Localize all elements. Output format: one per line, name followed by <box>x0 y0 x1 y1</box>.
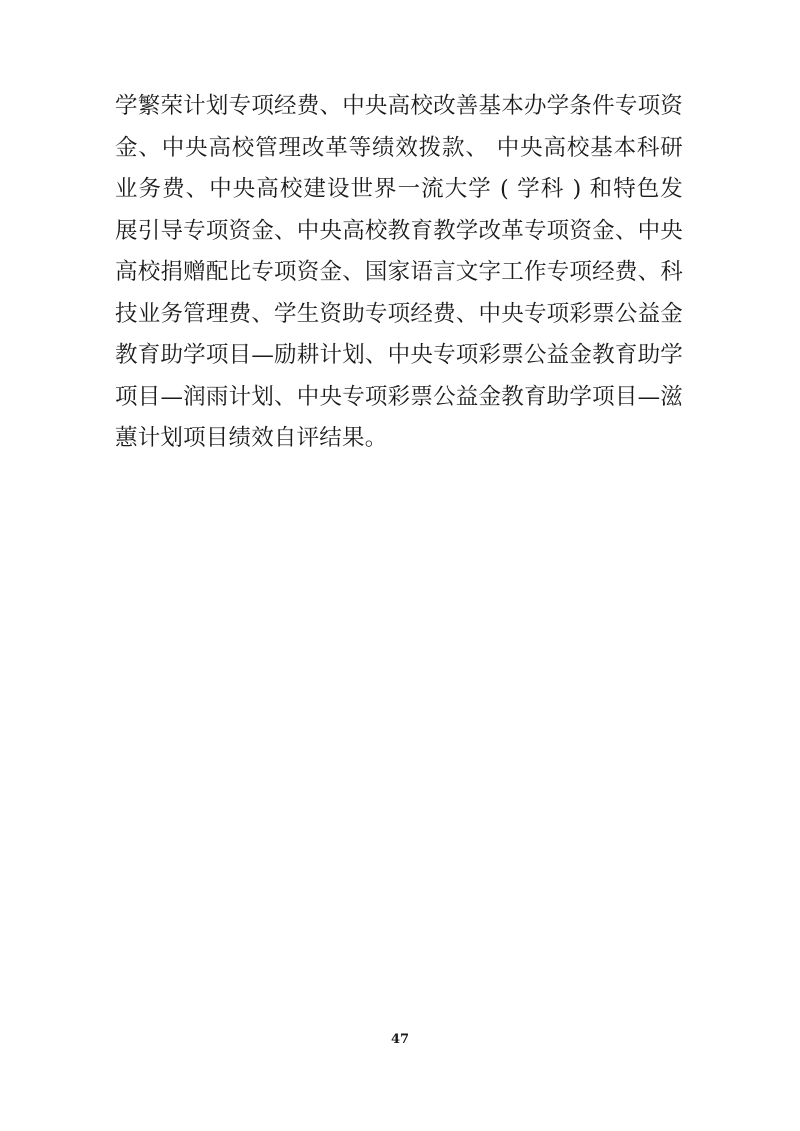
page-number: 47 <box>390 1032 410 1047</box>
page-content <box>115 86 683 460</box>
body-paragraph: 学繁荣计划专项经费、中央高校改善基本办学条件专项资金、中央高校管理改革等绩效拨款、 中央高校基本科研业务费、中央高校建设世界一流大学 ( 学科 ) 和特色发展引导专项资金、中央高校教育教学改革专项资金、中央高校捐赠配比专项资金、国家语言文字工作专项经费、科技业务管理费、学生资助专项经费、中央专项彩票公益金教育助学项目—励耕计划、中央专项彩票公益金教育助学项目—润雨计划、中央专项彩票公益金教育助学项目—滋蕙计划项目绩效自评结果。 <box>115 93 683 451</box>
